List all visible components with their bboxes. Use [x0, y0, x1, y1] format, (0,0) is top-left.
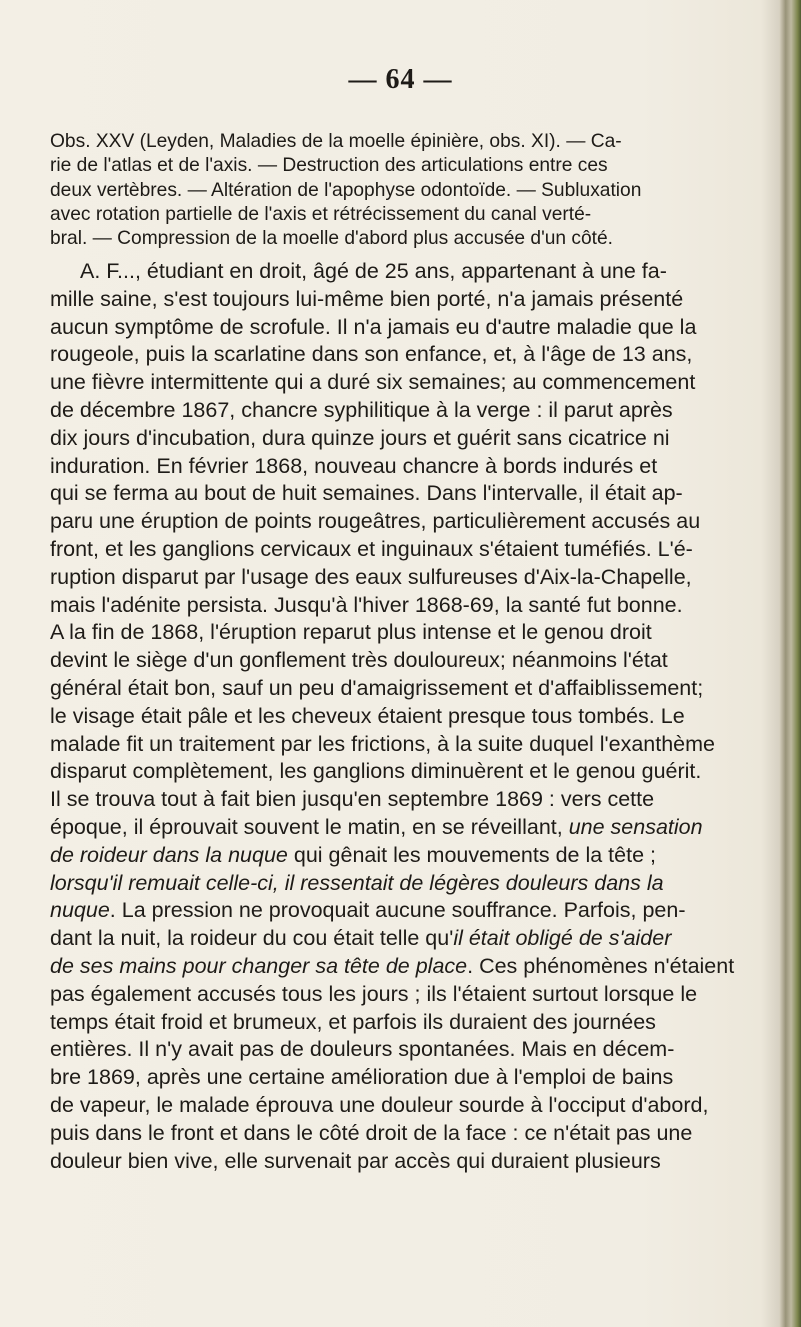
- body-line-text: pas également accusés tous les jours ; ils l'étaient surtout lorsque le: [50, 981, 698, 1006]
- body-line-italic: il était obligé de s'aider: [453, 926, 672, 951]
- obs-line: deux vertèbres. — Altération de l'apophyse odontoïde. — Subluxation: [50, 179, 642, 201]
- body-line: [50, 369, 766, 397]
- body-line-text: ruption disparut par l'usage des eaux sulfureuses d'Aix-la-Chapelle,: [50, 564, 692, 589]
- body-line-text: induration. En février 1868, nouveau chancre à bords indurés et: [50, 453, 658, 478]
- body-line: [50, 341, 766, 369]
- body-line: [50, 675, 766, 703]
- body-line-text: une fièvre intermittente qui a duré six semaines; au commencement: [50, 370, 696, 395]
- obs-line: rie de l'atlas et de l'axis. — Destruction des articulations entre ces: [50, 155, 608, 177]
- body-line: [50, 425, 766, 453]
- body-line: [50, 536, 766, 564]
- body-line: [50, 564, 766, 592]
- body-line-italic: de roideur dans la nuque: [50, 842, 288, 867]
- body-line: [50, 1009, 766, 1037]
- body-line: [50, 786, 766, 814]
- body-line: [50, 870, 766, 898]
- body-line-text-after: . La pression ne provoquait aucune souffrance. Parfois, pen-: [109, 898, 686, 923]
- body-line-text: A. F..., étudiant en droit, âgé de 25 ans, appartenant à une fa-: [80, 259, 667, 283]
- body-line-text: malade fit un traitement par les frictions, à la suite duquel l'exanthème: [50, 731, 715, 756]
- body-line: [50, 619, 766, 647]
- body-line-text: douleur bien vive, elle survenait par accès qui duraient plusieurs: [50, 1148, 661, 1173]
- body-line-text: dix jours d'incubation, dura quinze jours et guérit sans cicatrice ni: [50, 425, 670, 450]
- body-line-text: disparut complètement, les ganglions diminuèrent et le genou guérit.: [50, 759, 702, 784]
- body-line: [50, 758, 766, 786]
- body-line-italic: une sensation: [568, 814, 703, 839]
- body-line-text: mille saine, s'est toujours lui-même bien porté, n'a jamais présenté: [50, 286, 684, 311]
- body-line: [50, 1064, 766, 1092]
- body-line: [50, 897, 766, 925]
- body-line-text: devint le siège d'un gonflement très douloureux; néanmoins l'état: [50, 648, 668, 673]
- body-line-italic: de ses mains pour changer sa tête de place: [50, 953, 468, 978]
- observation-header: [50, 130, 766, 251]
- body-line-text: mais l'adénite persista. Jusqu'à l'hiver 1868-69, la santé fut bonne.: [50, 592, 683, 617]
- body-line-text: général était bon, sauf un peu d'amaigrissement et d'affaiblissement;: [50, 675, 704, 700]
- body-line-text: le visage était pâle et les cheveux étaient presque tous tombés. Le: [50, 703, 685, 728]
- body-line: [50, 1036, 766, 1064]
- body-line-text: Il se trouva tout à fait bien jusqu'en septembre 1869 : vers cette: [50, 787, 655, 812]
- body-line-text: époque, il éprouvait souvent le matin, en se réveillant,: [50, 814, 569, 839]
- obs-line: avec rotation partielle de l'axis et rétrécissement du canal verté-: [50, 203, 592, 225]
- body-line: [50, 731, 766, 759]
- body-line: [50, 314, 766, 342]
- body-line: [50, 647, 766, 675]
- body-line: [50, 508, 766, 536]
- body-line: [50, 592, 766, 620]
- body-line-text-after: . Ces phénomènes n'étaient: [467, 953, 735, 978]
- body-line-text: entières. Il n'y avait pas de douleurs spontanées. Mais en décem-: [50, 1037, 675, 1062]
- body-line: [50, 1092, 766, 1120]
- body-line-text: rougeole, puis la scarlatine dans son enfance, et, à l'âge de 13 ans,: [50, 342, 693, 367]
- body-line-text: temps était froid et brumeux, et parfois ils duraient des journées: [50, 1009, 656, 1034]
- body-line: [50, 925, 766, 953]
- page-number: — 64 —: [348, 64, 453, 95]
- body-line: [50, 286, 766, 314]
- body-line: [50, 397, 766, 425]
- obs-line: bral. — Compression de la moelle d'abord plus accusée d'un côté.: [50, 228, 614, 250]
- body-line: [50, 953, 766, 981]
- body-line-italic: lorsqu'il remuait celle-ci, il ressentait de légères douleurs dans la: [50, 870, 664, 895]
- body-line: [50, 453, 766, 481]
- body-line-text: front, et les ganglions cervicaux et inguinaux s'étaient tuméfiés. L'é-: [50, 536, 693, 561]
- body-line-text-after: qui gênait les mouvements de la tête ;: [287, 842, 656, 867]
- body-line: [50, 981, 766, 1009]
- body-line-text: dant la nuit, la roideur du cou était telle qu': [50, 926, 454, 951]
- body-line: [50, 703, 766, 731]
- body-line: [50, 480, 766, 508]
- body-line-text: qui se ferma au bout de huit semaines. Dans l'intervalle, il était ap-: [50, 481, 683, 506]
- body-line-italic: nuque: [50, 898, 110, 923]
- body-line: [50, 258, 766, 286]
- body-line: [50, 1148, 766, 1176]
- body-line: [50, 1120, 766, 1148]
- obs-line: Obs. XXV (Leyden, Maladies de la moelle épinière, obs. XI). — Ca-: [50, 131, 622, 152]
- body-line-text: A la fin de 1868, l'éruption reparut plus intense et le genou droit: [50, 620, 652, 645]
- body-line-text: paru une éruption de points rougeâtres, particulièrement accusés au: [50, 509, 701, 534]
- body-line-text: bre 1869, après une certaine amélioration due à l'emploi de bains: [50, 1065, 674, 1090]
- page-edge: [779, 0, 801, 1327]
- body-line-text: de décembre 1867, chancre syphilitique à la verge : il parut après: [50, 397, 673, 422]
- body-line: [50, 842, 766, 870]
- body-line-text: puis dans le front et dans le côté droit de la face : ce n'était pas une: [50, 1120, 693, 1145]
- body-line: [50, 814, 766, 842]
- body-line-text: de vapeur, le malade éprouva une douleur sourde à l'occiput d'abord,: [50, 1092, 709, 1117]
- body-text: [50, 258, 766, 1175]
- body-line-text: aucun symptôme de scrofule. Il n'a jamais eu d'autre maladie que la: [50, 314, 697, 339]
